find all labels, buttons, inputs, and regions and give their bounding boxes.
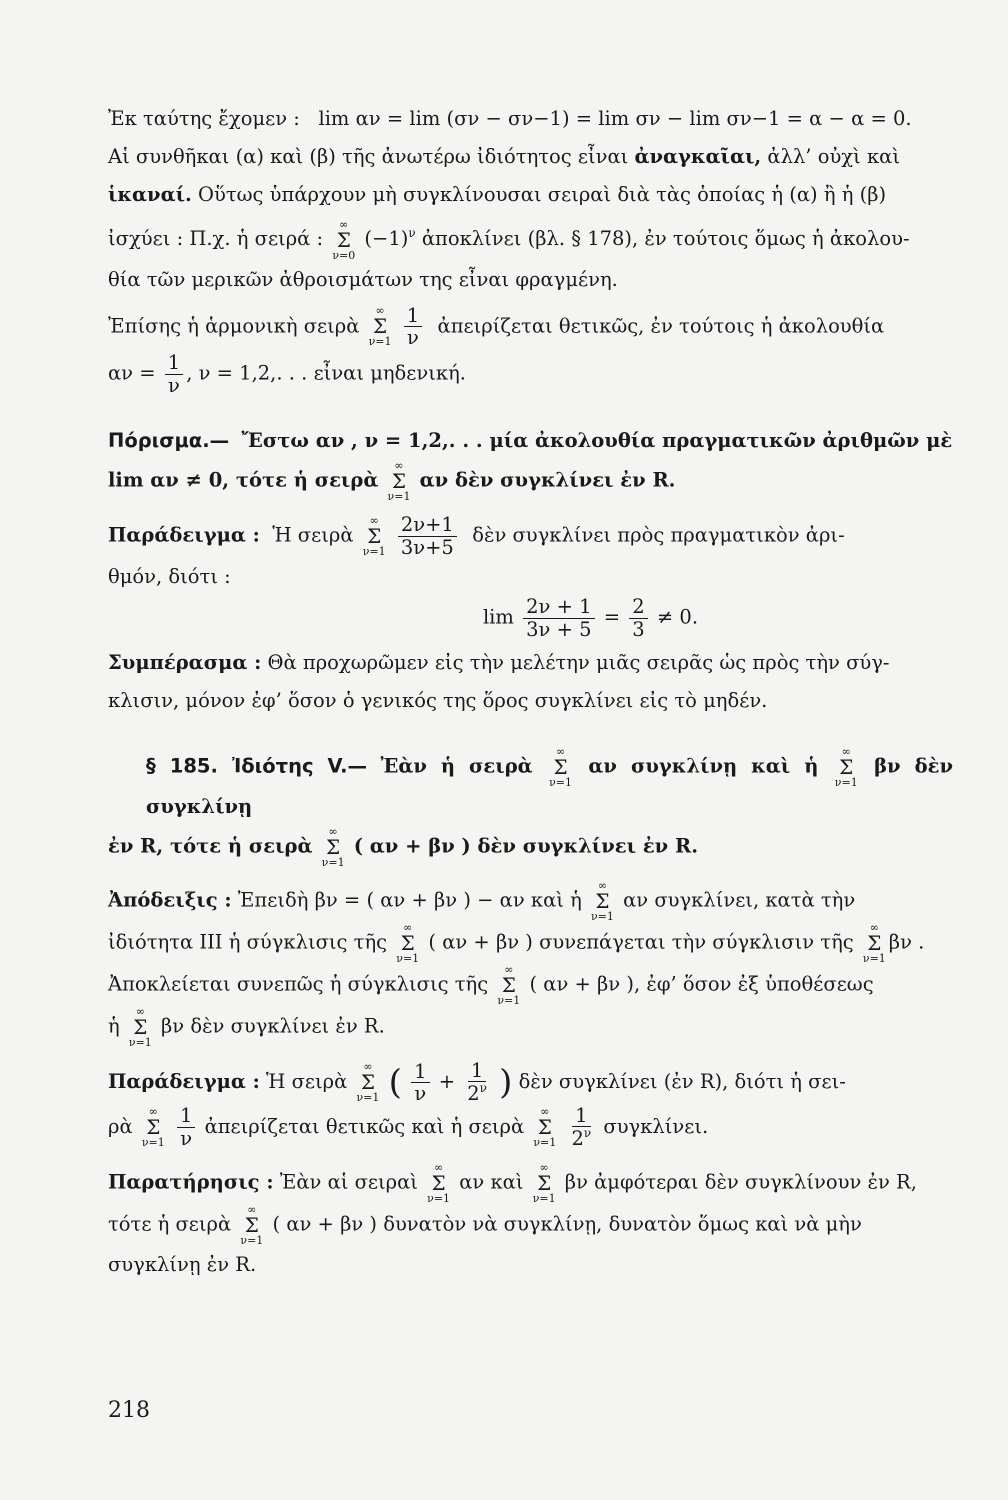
sum-symbol: ∞ Σ ν=1 [549, 745, 573, 789]
sum-symbol: ∞ Σ ν=1 [497, 963, 521, 1007]
section-heading: § 185. Ἰδιότης V.— [146, 754, 368, 778]
corollary-line-2: lim αν ≠ 0, τότε ἡ σειρὰ ∞ Σ ν=1 αν δὲν συγκλίνει ἐν R. [108, 459, 676, 504]
line-1: Ἐκ ταύτης ἔχομεν : lim αν = lim (σν − σν−1) = lim σν − lim σν−1 = α − α = 0. [108, 107, 912, 130]
conclusion-line-1: Συμπέρασμα : Θὰ προχωρῶμεν εἰς τὴν μελέτην μιᾶς σειρᾶς ὡς πρὸς τὴν σύγ- [108, 651, 890, 674]
page-number: 218 [108, 1398, 150, 1423]
sum-symbol: ∞ Σ ν=1 [396, 921, 420, 965]
sum-symbol: ∞ Σ ν=1 [862, 921, 886, 965]
sum-symbol: ∞ Σ ν=1 [387, 459, 411, 504]
line-3: ἱκαναί. Οὕτως ὑπάρχουν μὴ συγκλίνουσαι σειραὶ διὰ τὰς ὁποίας ἡ (α) ἢ ἡ (β) [108, 183, 887, 206]
example-heading: Παράδειγμα : [108, 1069, 260, 1093]
line-5: θία τῶν μερικῶν ἀθροισμάτων της εἶναι φραγμένη. [108, 267, 618, 291]
remark-heading: Παρατήρησις : [108, 1170, 274, 1194]
sum-symbol: ∞ Σ ν=1 [356, 1060, 380, 1105]
fraction: $\frac{1}{\nu}$ [411, 1061, 429, 1105]
sum-symbol: ∞ Σ ν=1 [591, 879, 614, 923]
line-2: Αἱ συνθῆκαι (α) καὶ (β) τῆς ἀνωτέρω ἰδιότητος εἶναι ἀναγκαῖαι, ἀλλ’ οὐχὶ καὶ [108, 145, 900, 168]
remark-line-1: Παρατήρησις : Ἐὰν αἱ σειραὶ ∞ Σ ν=1 αν καὶ ∞ Σ ν=1 βν ἀμφότεραι δὲν συγκλίνουν ἐν R, [108, 1160, 917, 1205]
example-heading: Παράδειγμα : [108, 523, 260, 547]
fraction: $\frac{1}{2^\nu}$ [571, 1103, 592, 1151]
sum-symbol: ∞ Σ ν=0 [332, 217, 356, 262]
page-body [108, 100, 953, 1284]
sum-symbol: ∞ Σ ν=1 [834, 745, 858, 789]
fraction: $\frac{2}{3}$ [629, 596, 647, 640]
corollary-line-1: Πόρισμα.— Ἔστω αν , ν = 1,2,. . . μία ἀκολουθία πραγματικῶν ἀριθμῶν μὲ [108, 429, 953, 453]
example-1-line-2: θμόν, διότι : [108, 565, 231, 589]
sum-symbol: ∞ Σ ν=1 [427, 1160, 451, 1205]
remark-line-2: τότε ἡ σειρὰ ∞ Σ ν=1 ( αν + βν ) δυνατὸν νὰ συγκλίνῃ, δυνατὸν ὅμως καὶ νὰ μὴν [108, 1202, 862, 1247]
sum-symbol: ∞ Σ ν=1 [368, 304, 392, 349]
example-2-line-1: Παράδειγμα : Ἡ σειρὰ ∞ Σ ν=1 ( $\frac{1}{\nu}$ + $\frac{1}{2^\nu}$ ) δὲν συγκλίνει (ἐν R), διότι ἡ σει- [108, 1059, 846, 1106]
line-6: Ἐπίσης ἡ ἁρμονικὴ σειρὰ ∞ Σ ν=1 $\frac{1}{\nu}$ ἀπειρίζεται θετικῶς, ἐν τούτοις ἡ ἀκολουθία [108, 303, 885, 349]
line-7: αν = $\frac{1}{\nu}$ , ν = 1,2,. . . εἶναι μηδενική. [108, 351, 466, 397]
section-185-line-2: ἐν R, τότε ἡ σειρὰ ∞ Σ ν=1 ( αν + βν ) δὲν συγκλίνει ἐν R. [108, 825, 698, 869]
sum-symbol: ∞ Σ ν=1 [141, 1105, 165, 1150]
fraction: $\frac{2\nu+1}{3\nu+5}$ [398, 514, 457, 558]
sum-symbol: ∞ Σ ν=1 [128, 1005, 152, 1049]
corollary-heading: Πόρισμα.— [108, 429, 230, 453]
fraction: $\frac{1}{\nu}$ [165, 352, 183, 396]
section-185-line-1: § 185. Ἰδιότης V.— Ἐὰν ἡ σειρὰ ∞ Σ ν=1 αν συγκλίνῃ καὶ ἡ ∞ Σ ν=1 βν δὲν συγκλίνῃ [146, 745, 953, 818]
sum-symbol: ∞ Σ ν=1 [362, 514, 386, 559]
example-1-line-1: Παράδειγμα : Ἡ σειρὰ ∞ Σ ν=1 $\frac{2\nu+1}{3\nu+5}$ δὲν συγκλίνει πρὸς πραγματικὸν ἀρι- [108, 513, 845, 559]
limit-equation: lim αν = lim (σν − σν−1) = lim σν − lim σν−1 = α − α = 0. [318, 107, 912, 130]
limit-display: lim $\frac{2\nu + 1}{3\nu + 5}$ = $\frac{2}{3}$ ≠ 0. [482, 595, 699, 641]
fraction: $\frac{1}{\nu}$ [177, 1105, 195, 1149]
proof-line-4: ἡ ∞ Σ ν=1 βν δὲν συγκλίνει ἐν R. [108, 1005, 385, 1049]
sum-symbol: ∞ Σ ν=1 [532, 1160, 556, 1205]
proof-heading: Ἀπόδειξις : [108, 888, 232, 912]
fraction: $\frac{1}{\nu}$ [404, 305, 422, 349]
sum-symbol: ∞ Σ ν=1 [533, 1105, 557, 1150]
proof-line-1: Ἀπόδειξις : Ἐπειδὴ βν = ( αν + βν ) − αν καὶ ἡ ∞ Σ ν=1 αν συγκλίνει, κατὰ τὴν [108, 879, 856, 923]
example-2-line-2: ρὰ ∞ Σ ν=1 $\frac{1}{\nu}$ ἀπειρίζεται θετικῶς καὶ ἡ σειρὰ ∞ Σ ν=1 $\frac{1}{2^\nu}$ συγκλίνει. [108, 1103, 709, 1151]
line-4: ἰσχύει : Π.χ. ἡ σειρά : ∞ Σ ν=0 $(-1)^\nu$ ἀποκλίνει (βλ. § 178), ἐν τούτοις ὅμως ἡ ἀκολου- [108, 217, 910, 262]
proof-line-2: ἰδιότητα III ἡ σύγκλισις τῆς ∞ Σ ν=1 ( αν + βν ) συνεπάγεται τὴν σύγκλισιν τῆς ∞ Σ ν=1 βν . [108, 921, 925, 965]
sum-symbol: ∞ Σ ν=1 [321, 825, 345, 869]
proof-line-3: Ἀποκλείεται συνεπῶς ἡ σύγκλισις τῆς ∞ Σ ν=1 ( αν + βν ), ἐφ’ ὅσον ἐξ ὑποθέσεως [108, 963, 874, 1007]
conclusion-line-2: κλισιν, μόνον ἐφ’ ὅσον ὁ γενικός της ὅρος συγκλίνει εἰς τὸ μηδέν. [108, 689, 768, 712]
fraction: $\frac{1}{2^\nu}$ [467, 1059, 487, 1106]
fraction: $\frac{2\nu + 1}{3\nu + 5}$ [523, 596, 594, 640]
sum-symbol: ∞ Σ ν=1 [240, 1202, 264, 1247]
remark-line-3: συγκλίνῃ ἐν R. [108, 1252, 257, 1276]
conclusion-heading: Συμπέρασμα : [108, 651, 262, 674]
